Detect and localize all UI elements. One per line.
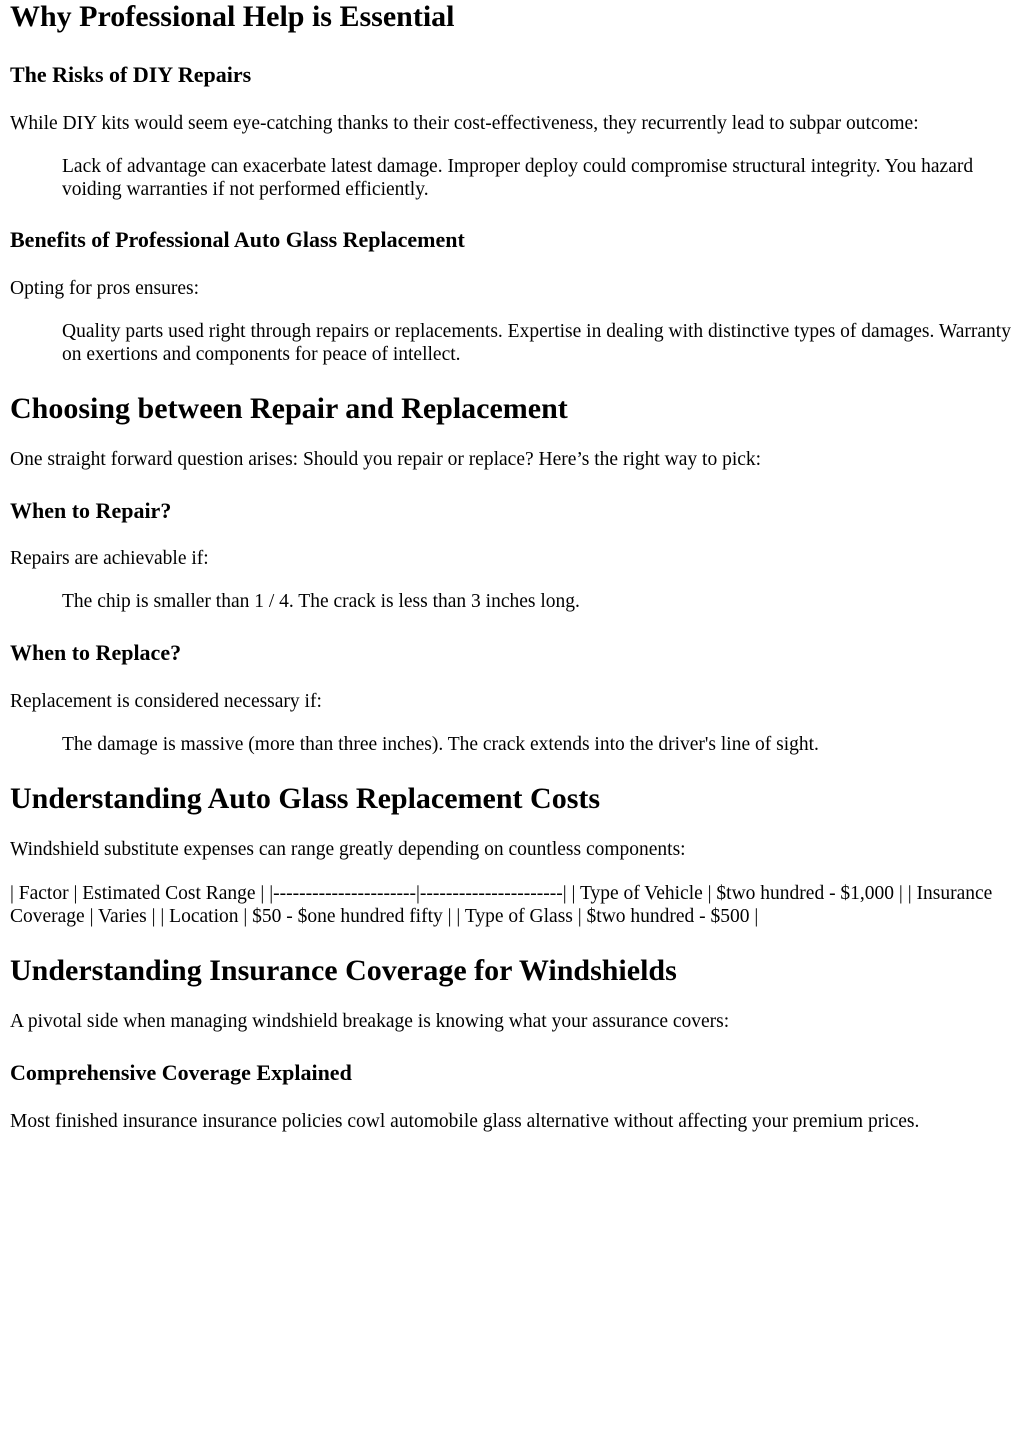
blockquote-benefits: Quality parts used right through repairs or replacements. Expertise in dealing with distinctive types of damages. Warranty on exertions and components for peace of intellect. xyxy=(62,321,1011,365)
heading-comprehensive-coverage: Comprehensive Coverage Explained xyxy=(10,1060,352,1085)
section-title-costs: Understanding Auto Glass Replacement Costs xyxy=(10,782,601,815)
paragraph-benefits-intro: Opting for pros ensures: xyxy=(10,278,200,299)
paragraph-choosing-intro: One straight forward question arises: Should you repair or replace? Here’s the right way to pick: xyxy=(10,449,762,470)
blockquote-diy-risks: Lack of advantage can exacerbate latest damage. Improper deploy could compromise structural integrity. You hazard voiding warranties if not performed efficiently. xyxy=(62,156,974,200)
paragraph-cost-table-text: | Factor | Estimated Cost Range | |----------------------|----------------------| | Type of Vehicle | $two hundred - $1,000 | | Insurance Coverage | Varies | | Location | $50 - $one hundred fifty | | Type of Glass | $two hundred - $500 | xyxy=(10,883,993,927)
heading-when-to-replace: When to Replace? xyxy=(10,640,182,665)
heading-when-to-repair: When to Repair? xyxy=(10,498,172,523)
paragraph-costs-intro: Windshield substitute expenses can range greatly depending on countless components: xyxy=(10,839,686,860)
paragraph-comprehensive-coverage: Most finished insurance insurance policies cowl automobile glass alternative without affecting your premium prices. xyxy=(10,1111,920,1132)
section-title-insurance: Understanding Insurance Coverage for Windshields xyxy=(10,954,677,987)
blockquote-replace-criteria: The damage is massive (more than three inches). The crack extends into the driver's line of sight. xyxy=(62,734,819,755)
paragraph-repair-intro: Repairs are achievable if: xyxy=(10,548,209,569)
section-title-professional-help: Why Professional Help is Essential xyxy=(10,0,455,33)
paragraph-diy-intro: While DIY kits would seem eye-catching thanks to their cost-effectiveness, they recurrently lead to subpar outcome: xyxy=(10,113,919,134)
section-title-repair-vs-replace: Choosing between Repair and Replacement xyxy=(10,392,568,425)
blockquote-repair-criteria: The chip is smaller than 1 / 4. The crack is less than 3 inches long. xyxy=(62,591,580,612)
heading-professional-benefits: Benefits of Professional Auto Glass Replacement xyxy=(10,227,465,252)
heading-diy-risks: The Risks of DIY Repairs xyxy=(10,62,252,87)
paragraph-replace-intro: Replacement is considered necessary if: xyxy=(10,691,322,712)
paragraph-insurance-intro: A pivotal side when managing windshield breakage is knowing what your assurance covers: xyxy=(10,1011,730,1032)
